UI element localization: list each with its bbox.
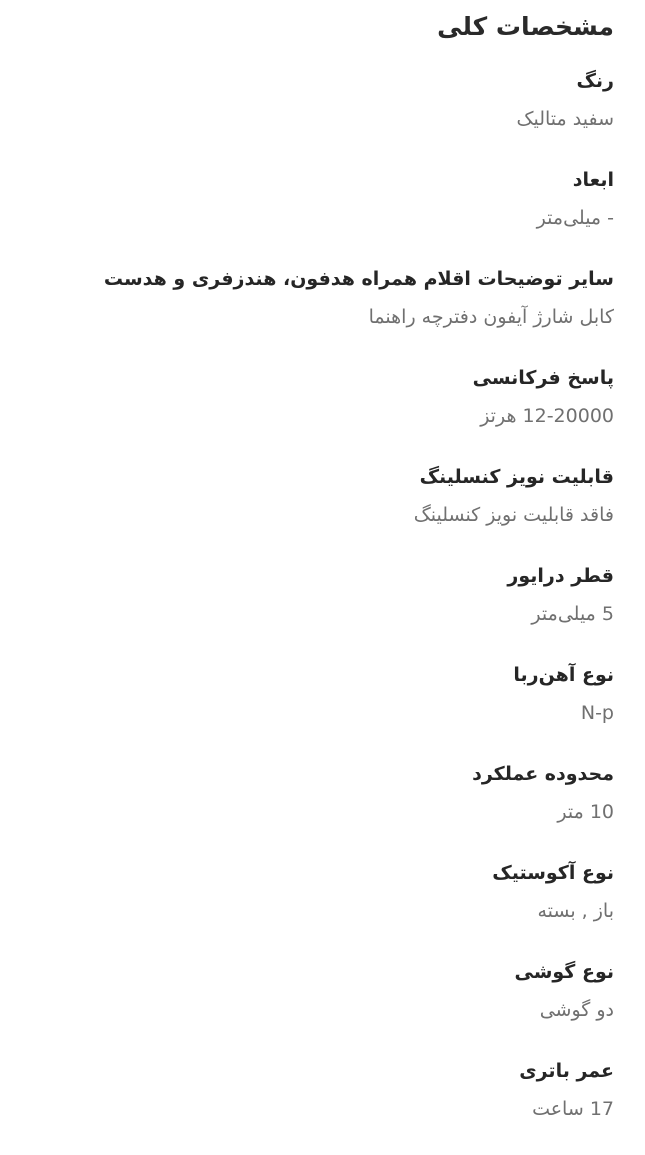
spec-label-frequency-response: پاسخ فرکانسی [472, 367, 614, 389]
spec-label-acoustic-type: نوع آکوستیک [492, 862, 614, 884]
spec-value-magnet-type: N-p [580, 702, 614, 724]
spec-row-color [31, 66, 614, 165]
spec-label-earpiece-type: نوع گوشی [514, 961, 614, 983]
spec-row-magnet-type [31, 660, 614, 759]
spec-value-operating-range: 10 متر [557, 801, 614, 823]
spec-value-noise-cancelling: فاقد قابلیت نویز کنسلینگ [413, 504, 614, 526]
spec-row-acoustic-type [31, 858, 614, 957]
spec-row-included-items [31, 264, 614, 363]
spec-label-included-items: سایر توضیحات اقلام همراه هدفون، هندزفری و هدست [103, 268, 614, 290]
spec-row-frequency-response [31, 363, 614, 462]
spec-value-dimensions: - میلی‌متر [536, 207, 614, 229]
spec-value-color: سفید متالیک [516, 108, 614, 130]
spec-value-driver-diameter: 5 میلی‌متر [531, 603, 614, 625]
spec-row-driver-diameter [31, 561, 614, 660]
spec-label-dimensions: ابعاد [572, 169, 614, 191]
spec-value-earpiece-type: دو گوشی [539, 999, 614, 1021]
page-title: مشخصات کلی [437, 12, 614, 41]
spec-label-operating-range: محدوده عملکرد [472, 763, 614, 785]
spec-row-noise-cancelling [31, 462, 614, 561]
spec-label-color: رنگ [576, 70, 614, 92]
spec-row-operating-range [31, 759, 614, 858]
spec-label-magnet-type: نوع آهن‌ربا [513, 664, 614, 686]
spec-value-acoustic-type: باز , بسته [537, 900, 614, 922]
spec-row-dimensions [31, 165, 614, 264]
spec-list [31, 66, 614, 1155]
spec-row-battery-life [31, 1056, 614, 1155]
spec-label-driver-diameter: قطر درایور [507, 565, 614, 587]
spec-value-included-items: کابل شارژ آیفون دفترچه راهنما [368, 306, 614, 328]
spec-row-earpiece-type [31, 957, 614, 1056]
spec-value-frequency-response: 12-20000 هرتز [480, 405, 614, 427]
spec-value-battery-life: 17 ساعت [532, 1098, 614, 1120]
spec-label-noise-cancelling: قابلیت نویز کنسلینگ [419, 466, 614, 488]
spec-label-battery-life: عمر باتری [519, 1060, 614, 1082]
